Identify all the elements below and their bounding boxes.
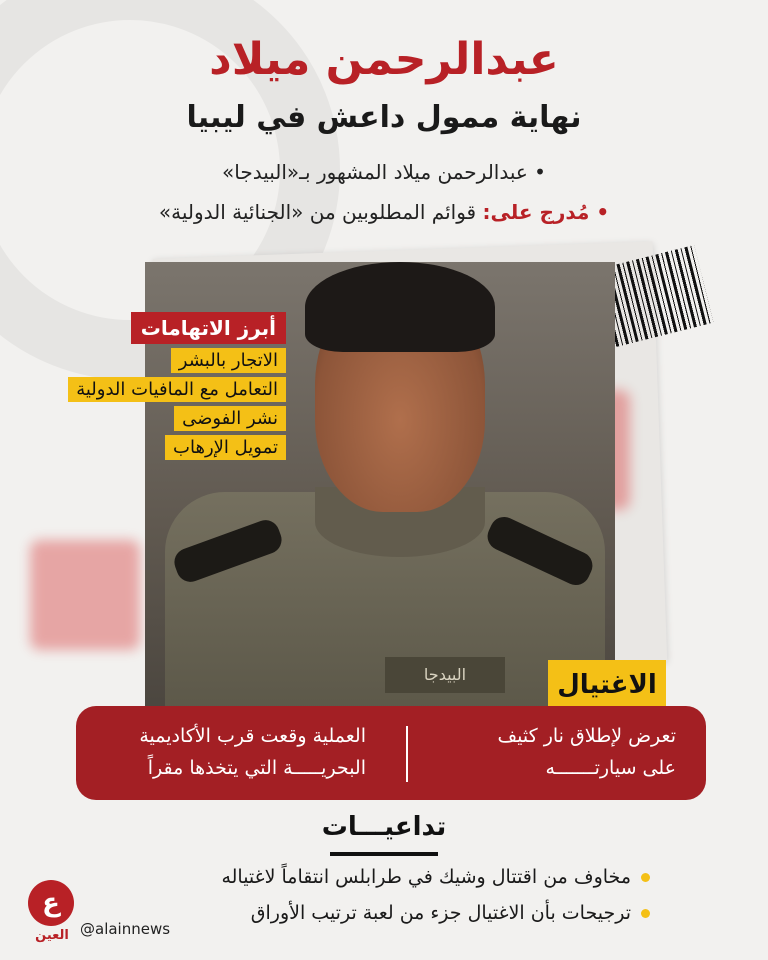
assassination-text-line: تعرض لإطلاق نار كثيف: [497, 725, 676, 747]
assassination-detail-shooting: [426, 720, 676, 784]
assassination-text-line: البحريـــــة التي يتخذها مقراً: [147, 757, 366, 779]
headline-title: عبدالرحمن ميلاد: [209, 34, 559, 85]
info-wanted-label: • مُدرج على:: [482, 200, 610, 224]
charge-item: الاتجار بالبشر: [171, 348, 286, 373]
consequence-text: مخاوف من اقتتال وشيك في طرابلس انتقاماً لاغتياله: [221, 866, 631, 888]
logo-wordmark: العين: [35, 928, 69, 943]
red-handprint-left: [30, 540, 140, 650]
charge-item: تمويل الإرهاب: [165, 435, 286, 460]
charge-item: التعامل مع المافيات الدولية: [68, 377, 286, 402]
consequence-item: [221, 866, 650, 888]
info-wanted-list: [0, 200, 768, 224]
assassination-box: [76, 706, 706, 800]
social-handle: @alainnews: [80, 920, 171, 938]
bullet-dot-icon: [641, 909, 650, 918]
consequence-text: ترجيحات بأن الاغتيال جزء من لعبة ترتيب الأوراق: [250, 902, 631, 924]
consequences-underline: [330, 852, 438, 856]
assassination-text-line: على سيارتـــــــه: [545, 757, 676, 779]
assassination-detail-location: [96, 720, 366, 784]
assassination-text-line: العملية وقعت قرب الأكاديمية: [139, 725, 366, 747]
divider: [406, 726, 408, 782]
alain-logo-icon: ع: [28, 880, 74, 926]
charges-heading: أبرز الاتهامات: [131, 312, 286, 344]
charges-list: [26, 312, 286, 464]
headline-subtitle: نهاية ممول داعش في ليبيا: [186, 100, 582, 135]
consequence-item: [251, 902, 650, 924]
consequences-title: تداعيـــات: [321, 812, 447, 842]
assassination-label: الاغتيال: [548, 660, 666, 710]
info-wanted-text: قوائم المطلوبين من «الجنائية الدولية»: [158, 200, 483, 224]
uniform-nametag: البيدجا: [385, 657, 505, 693]
portrait-hair: [305, 262, 495, 352]
info-nickname: • عبدالرحمن ميلاد المشهور بـ«البيدجا»: [222, 160, 546, 184]
charge-item: نشر الفوضى: [174, 406, 286, 431]
bullet-dot-icon: [641, 873, 650, 882]
